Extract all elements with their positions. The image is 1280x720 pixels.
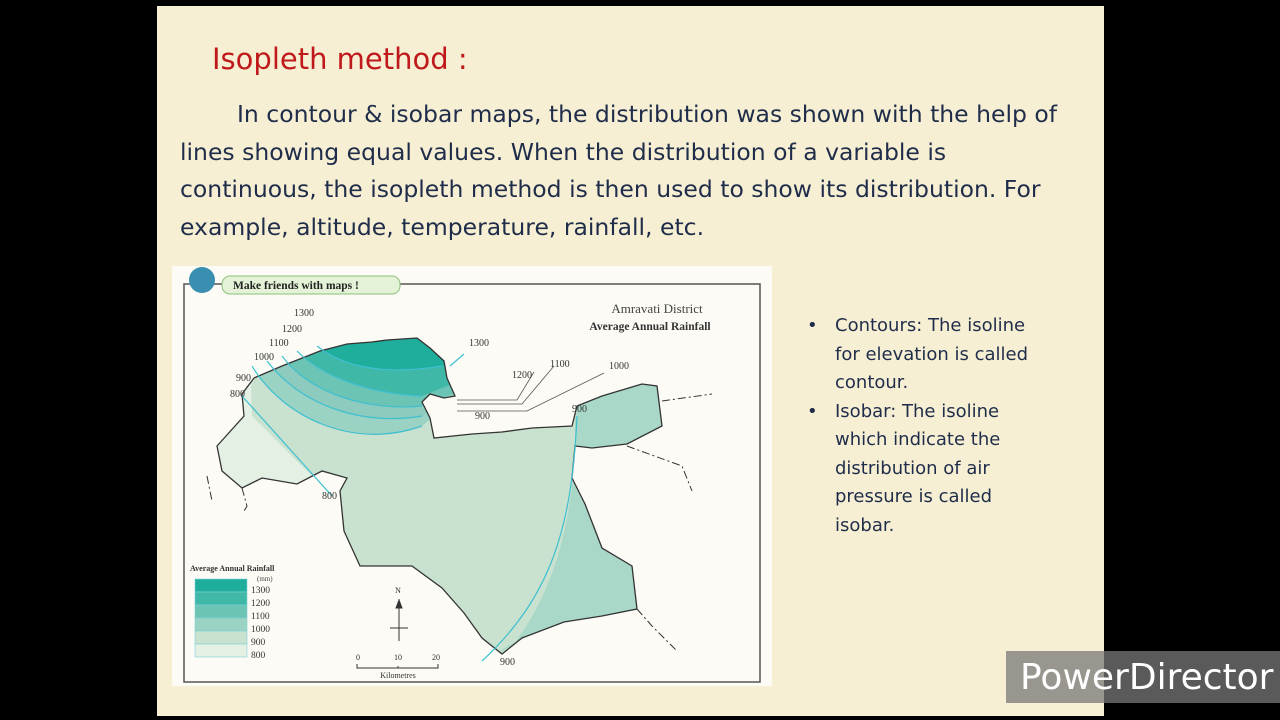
isoline-label: 1000	[609, 361, 629, 372]
isoline-label: 800	[230, 389, 245, 400]
bullet-list	[807, 312, 1037, 540]
legend-swatch	[195, 618, 247, 631]
north-label: N	[395, 586, 401, 595]
legend-swatch	[195, 579, 247, 592]
legend-label: 1100	[251, 612, 270, 622]
legend-label: 1300	[251, 586, 270, 596]
isoline-label: 1200	[282, 324, 302, 335]
scale-unit: Kilometres	[380, 671, 416, 680]
legend-unit: (mm)	[257, 575, 273, 583]
legend-label: 1000	[251, 625, 270, 635]
scale-tick: 0	[356, 653, 360, 662]
scale-bar	[357, 664, 438, 668]
legend-swatch	[195, 644, 247, 657]
powerdirector-watermark	[1006, 651, 1280, 703]
slide-paragraph	[180, 96, 1080, 246]
isoline-label: 900	[236, 373, 251, 384]
watermark-text: PowerDirector	[1020, 657, 1274, 698]
legend-swatch	[195, 631, 247, 644]
legend-label: 1200	[251, 599, 270, 609]
isoline-label: 1300	[294, 308, 314, 319]
mascot-icon	[189, 267, 215, 293]
isoline-label: 1100	[550, 359, 570, 370]
isoline-label: 900	[475, 411, 490, 422]
north-arrow-icon	[390, 599, 408, 641]
legend-label: 800	[251, 651, 266, 661]
bullet-contours: • Contours: The isoline for elevation is called contour.	[807, 312, 1037, 398]
legend-swatch	[195, 592, 247, 605]
rainfall-map	[172, 266, 772, 686]
isoline-label: 900	[572, 404, 587, 415]
banner-text: Make friends with maps !	[233, 280, 359, 292]
isoline-label: 1000	[254, 352, 274, 363]
slide-title: Isopleth method :	[212, 42, 468, 76]
isoline-label: 1100	[269, 338, 289, 349]
scale-tick: 10	[394, 653, 402, 662]
isoline-label: 1300	[469, 338, 489, 349]
map-district-title: Amravati District	[611, 301, 703, 316]
legend-label: 900	[251, 638, 266, 648]
bullet-isobar: • Isobar: The isoline which indicate the distribution of air pressure is called isobar.	[807, 398, 1037, 541]
paragraph-text: In contour & isobar maps, the distribution was shown with the help of lines showing equal values. When the distribution of a variable is continuous, the isopleth method is then used to show its distribution. For example, altitude, temperature, rainfall, etc.	[180, 100, 1058, 241]
legend-swatch	[195, 605, 247, 618]
isoline-label: 1200	[512, 370, 532, 381]
isoline-label: 900	[500, 657, 515, 668]
map-subtitle: Average Annual Rainfall	[589, 321, 711, 333]
isoline-label: 800	[322, 491, 337, 502]
legend-title: Average Annual Rainfall	[190, 564, 275, 573]
slide	[157, 6, 1104, 716]
scale-tick: 20	[432, 653, 440, 662]
